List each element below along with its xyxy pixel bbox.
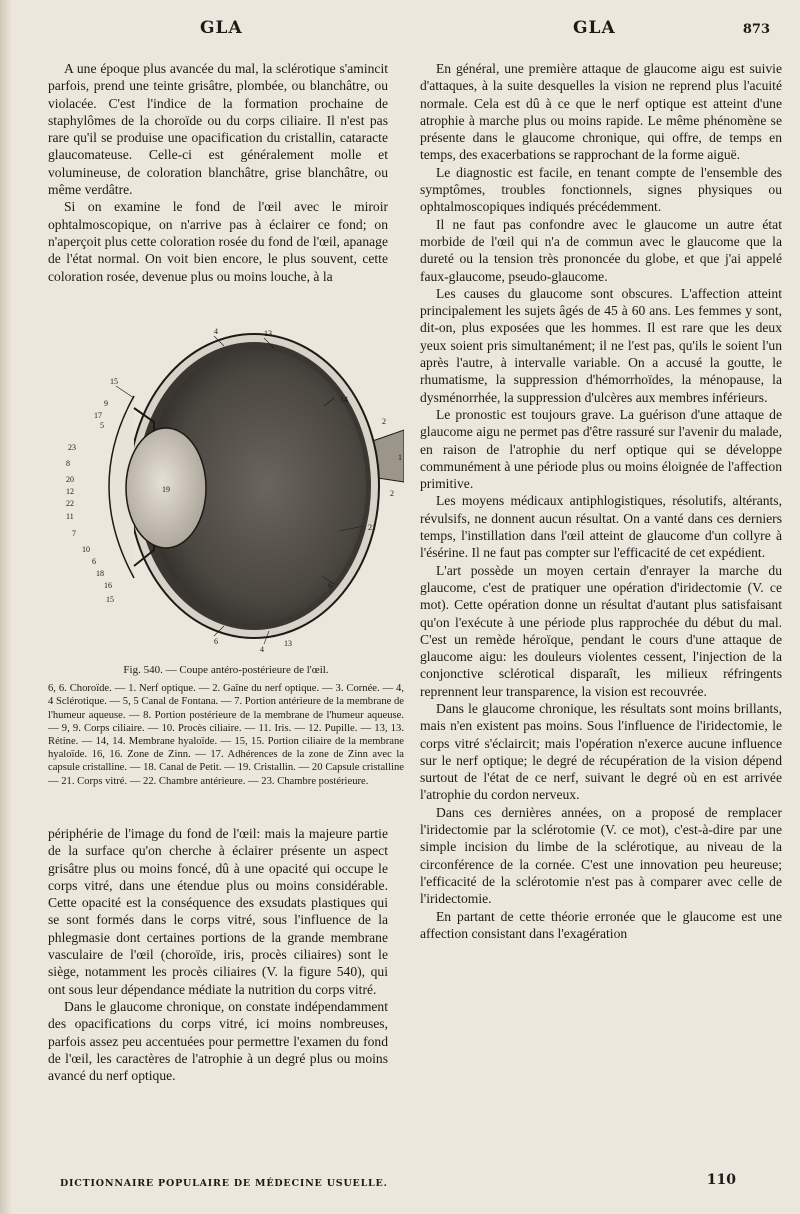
paragraph: Dans le glaucome chronique, les résultats sont moins brillants, mais n'en existent pas moins. Sous l'influence de l'iridectomie, le corps vitré s'éclaircit; mais l'opération n'exerce aucune influence sur le nerf optique; le degré de récupération de la vision dépend surtout de l'état de ce nerf, suivant le degré où en est arrivée l'atrophie du cordon nerveux. xyxy=(420,700,782,803)
paragraph: Le diagnostic est facile, en tenant compte de l'ensemble des symptômes, troubles fonctionnels, signes physiques ou ophtalmoscopiques indiqués précédemment. xyxy=(420,164,782,215)
svg-text:14: 14 xyxy=(340,395,348,404)
left-column-top xyxy=(48,60,388,285)
svg-text:7: 7 xyxy=(72,529,76,538)
running-head-right: GLA xyxy=(573,18,616,38)
figure-caption xyxy=(48,664,404,788)
svg-text:18: 18 xyxy=(96,569,104,578)
paragraph: Si on examine le fond de l'œil avec le miroir ophtalmoscopique, on n'arrive pas à éclairer ce fond; on n'aperçoit plus cette coloration rosée du fond de l'œil, apanage de l'état normal. On voit bien encore, le plus souvent, cette coloration rosée, devenue plus ou moins louche, à la xyxy=(48,199,388,284)
svg-text:4: 4 xyxy=(214,327,218,336)
svg-text:5: 5 xyxy=(100,421,104,430)
paragraph: Dans ces dernières années, on a proposé de remplacer l'iridectomie par la sclérotomie (V. ce mot), c'est-à-dire par une simple incision du limbe de la sclérotique, au niveau de la circonférence de la cornée. C'est une innovation peu heureuse; l'efficacité de la sclérotomie n'est pas à comparer avec celle de l'iridectomie. xyxy=(420,804,782,907)
paragraph: Les causes du glaucome sont obscures. L'affection atteint principalement les sujets âgés de 45 à 60 ans. Les femmes y sont, dit-on, plus exposées que les hommes. Il est rare que les deux yeux soient pris simultanément; il ne l'est pas, qu'ils le soient l'un après l'autre, à intervalle variable. On a accusé la goutte, le rhumatisme, la suppression d'hémorrhoïdes, la ménopause, la dysménorrhée, la suppression d'ulcères aux membres inférieurs. xyxy=(420,285,782,405)
svg-text:23: 23 xyxy=(68,443,76,452)
figure-title: Fig. 540. — Coupe antéro-postérieure de l'œil. xyxy=(123,664,329,676)
paragraph: Dans le glaucome chronique, on constate indépendamment des opacifications du corps vitré, ici moins nombreuses, parfois assez peu accentuées pour permettre l'examen du fond de l'œil, les caractères de l'atrophie à un degré plus ou moins avancé du nerf optique. xyxy=(48,998,388,1084)
paragraph: En partant de cette théorie erronée que le glaucome est une affection consistant dans l'exagération xyxy=(420,908,782,941)
paragraph: A une époque plus avancée du mal, la sclérotique s'amincit parfois, prend une teinte grisâtre, plombée, ou blanchâtre, ou violacée. C'est l'indice de la formation prochaine de staphylômes de la choroïde ou du corps ciliaire. Il n'est pas rare qu'il se produise une opacification du cristallin, cataracte glaucomateuse. Celle-ci est généralement molle et volumineuse, de coloration blanchâtre, grise blanchâtre, ou même verdâtre. xyxy=(48,61,388,198)
svg-text:9: 9 xyxy=(104,399,108,408)
svg-text:13: 13 xyxy=(284,639,292,648)
svg-text:2: 2 xyxy=(382,417,386,426)
left-column-bottom xyxy=(48,825,388,1084)
svg-text:12: 12 xyxy=(66,487,74,496)
svg-text:16: 16 xyxy=(104,581,112,590)
right-column xyxy=(420,60,782,942)
svg-text:21: 21 xyxy=(368,523,376,532)
svg-text:6: 6 xyxy=(214,637,218,646)
page-edge xyxy=(0,0,12,1214)
svg-text:10: 10 xyxy=(82,545,90,554)
svg-text:4: 4 xyxy=(260,645,264,654)
page-number: 873 xyxy=(742,22,770,37)
svg-text:19: 19 xyxy=(162,485,170,494)
paragraph: L'art possède un moyen certain d'enrayer la marche du glaucome, c'est de pratiquer une opération d'iridectomie (V. ce mot). Cette opération donne un résultat d'autant plus satisfaisant qu'on l'exécute à une période plus rapprochée du début du mal. C'est un remède héroïque, pendant le cours d'une attaque de glaucome aigu: les douleurs violentes cessent, l'injection de la conjonctive sclérotical disparaît, les milieux réfringents reprennent leur transparence, la vision est recouvrée. xyxy=(420,562,782,699)
svg-text:17: 17 xyxy=(94,411,102,420)
svg-text:13: 13 xyxy=(264,329,272,338)
svg-text:20: 20 xyxy=(66,475,74,484)
paragraph: Le pronostic est toujours grave. La guérison d'une attaque de glaucome aigu ne permet pas d'être rassuré sur l'avenir du malade, en raison de l'atrophie du nerf optique qui se développe communément à une période plus ou moins éloignée de l'affection primitive. xyxy=(420,406,782,492)
svg-text:15: 15 xyxy=(110,377,118,386)
figure-legend: 6, 6. Choroïde. — 1. Nerf optique. — 2. Gaîne du nerf optique. — 3. Cornée. — 4, 4 Sclérotique. — 5, 5 Canal de Fontana. — 7. Portion antérieure de la membrane de l'humeur aqueuse. — 8. Portion postérieure de la membrane de l'humeur aqueuse. — 9, 9. Corps ciliaire. — 10. Procès ciliaire. — 11. Iris. — 12. Pupille. — 13, 13. Rétine. — 14, 14. Membrane hyaloïde. — 15, 15. Portion ciliaire de la membrane hyaloïde. 16, 16. Zone de Zinn. — 17. Adhérences de la zone de Zinn avec la capsule cristalline. — 18. Canal de Petit. — 19. Cristallin. — 20 Capsule cristalline — 21. Corps vitré. — 22. Chambre antérieure. — 23. Chambre postérieure. xyxy=(48,683,404,787)
svg-text:6: 6 xyxy=(92,557,96,566)
paragraph: périphérie de l'image du fond de l'œil: mais la majeure partie de la surface qu'on cherche à éclairer présente un aspect grisâtre plus ou moins foncé, dû à une opacité qui occupe le corps vitré, dans une étendue plus ou moins considérable. Cette opacité est la conséquence des exsudats plastiques qui se sont formés dans le corps vitré, sous l'influence de la phlegmasie dont certaines portions de la grande membrane vasculaire de l'œil (choroïde, iris, procès ciliaires) sont le siège, notamment les procès ciliaires (V. la figure 540), qui ont sous leur dépendance médiate la nutrition du corps vitré. xyxy=(48,826,388,997)
eye-figure xyxy=(64,326,404,656)
svg-text:1: 1 xyxy=(398,453,402,462)
paragraph: En général, une première attaque de glaucome aigu est suivie d'attaques, à la suite desquelles la vision ne reprend plus l'acuité normale. Cela est dû à ce que le nerf optique est atteint d'une atrophie à marche plus ou moins rapide. Le même phénomène se présente dans le glaucome chronique, qui offre, de temps en temps, des exacerbations se rapprochant de la forme aiguë. xyxy=(420,61,782,163)
running-head-left: GLA xyxy=(200,18,243,38)
paragraph: Les moyens médicaux antiphlogistiques, résolutifs, altérants, révulsifs, ne donnent aucun résultat. On a vanté dans ces derniers temps, l'instillation dans l'œil atteint de glaucome d'un collyre à l'ésérine. Il ne faut pas compter sur l'efficacité de cet expédient. xyxy=(420,493,782,561)
svg-text:22: 22 xyxy=(66,499,74,508)
signature-mark: 110 xyxy=(706,1172,736,1188)
svg-text:8: 8 xyxy=(66,459,70,468)
eye-diagram xyxy=(64,326,404,656)
svg-text:11: 11 xyxy=(66,512,74,521)
svg-text:6: 6 xyxy=(328,581,332,590)
paragraph: Il ne faut pas confondre avec le glaucome un autre état morbide de l'œil qui n'a de commun avec le glaucome que la dureté ou la tension très prononcée du globe, et que j'ai appelé faux-glaucome, pseudo-glaucome. xyxy=(420,216,782,284)
footer-title: DICTIONNAIRE POPULAIRE DE MÉDECINE USUELLE. xyxy=(60,1178,388,1189)
svg-text:15: 15 xyxy=(106,595,114,604)
svg-text:2: 2 xyxy=(390,489,394,498)
